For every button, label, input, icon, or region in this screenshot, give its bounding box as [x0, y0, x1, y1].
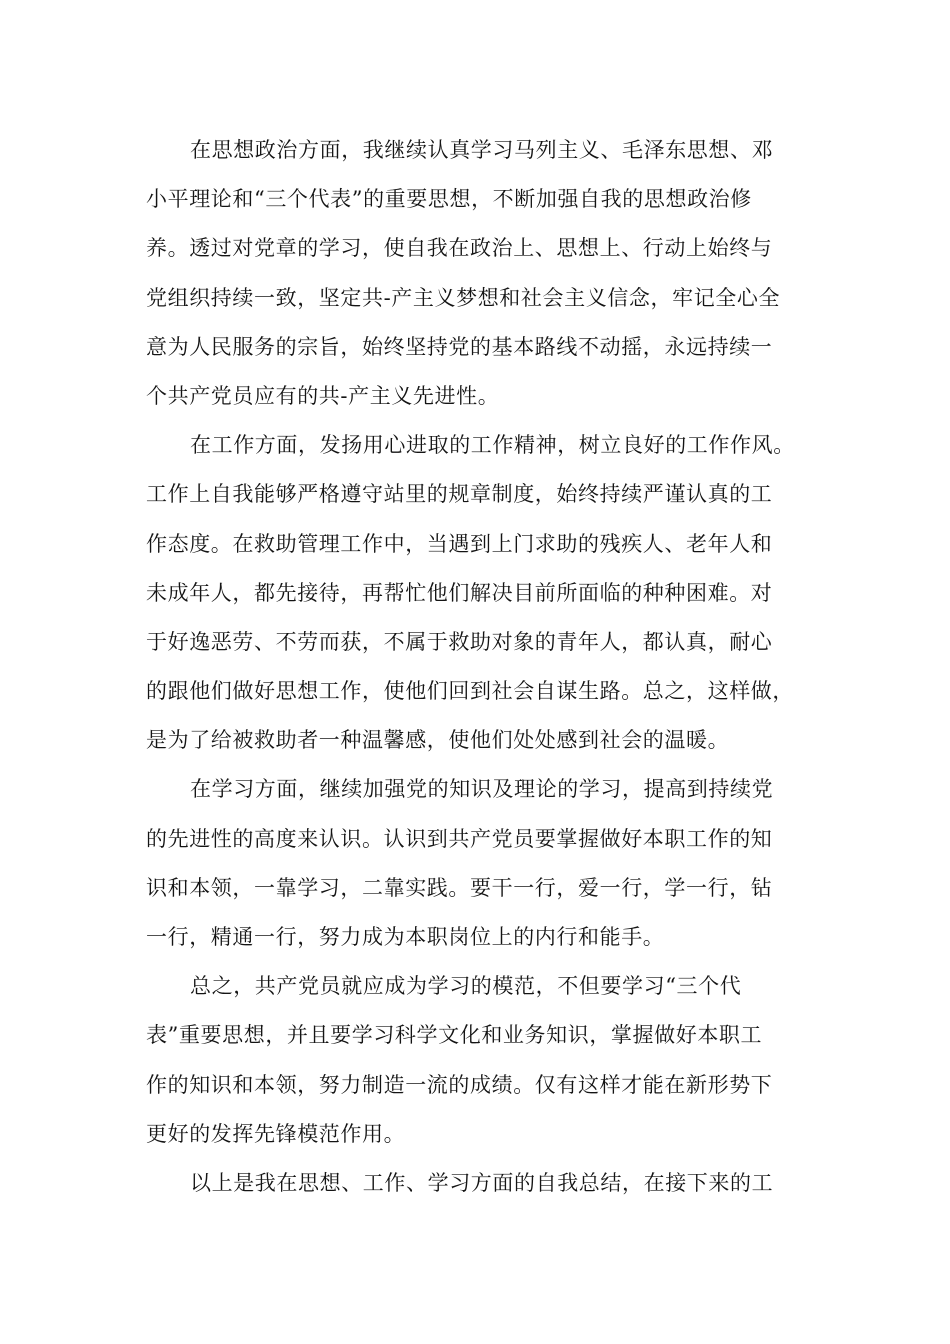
paragraph-line: 未成年人，都先接待，再帮忙他们解决目前所面临的种种困难。对	[146, 580, 773, 605]
paragraph-line: 一行，精通一行，努力成为本职岗位上的内行和能手。	[146, 925, 665, 949]
paragraph-line: 个共产党员应有的共-产主义先进性。	[146, 383, 500, 408]
paragraph-line: 表”重要思想，并且要学习科学文化和业务知识，掌握做好本职工	[146, 1023, 763, 1048]
paragraph-line: 党组织持续一致，坚定共-产主义梦想和社会主义信念，牢记全心全	[146, 285, 781, 310]
paragraph-line: 于好逸恶劳、不劳而获，不属于救助对象的青年人，都认真，耐心	[146, 629, 773, 654]
paragraph-line: 是为了给被救助者一种温馨感，使他们处处感到社会的温暖。	[146, 728, 730, 753]
paragraph-line: 作态度。在救助管理工作中，当遇到上门求助的残疾人、老年人和	[146, 531, 773, 556]
paragraph-line: 养。透过对党章的学习，使自我在政治上、思想上、行动上始终与	[146, 236, 773, 261]
paragraph-first-line: 总之，共产党员就应成为学习的模范，不但要学习“三个代	[190, 974, 742, 999]
paragraph-line: 识和本领，一靠学习，二靠实践。要干一行，爱一行，学一行，钻	[146, 875, 773, 900]
document-body	[146, 126, 826, 1208]
paragraph-line: 的跟他们做好思想工作，使他们回到社会自谋生路。总之，这样做，	[146, 679, 794, 704]
paragraph-first-line: 在工作方面，发扬用心进取的工作精神，树立良好的工作作风。	[190, 433, 795, 458]
paragraph-line: 小平理论和“三个代表”的重要思想，不断加强自我的思想政治修	[146, 187, 752, 212]
paragraph-line: 的先进性的高度来认识。认识到共产党员要掌握做好本职工作的知	[146, 826, 773, 851]
paragraph-line: 工作上自我能够严格遵守站里的规章制度，始终持续严谨认真的工	[146, 482, 773, 507]
paragraph-first-line: 在学习方面，继续加强党的知识及理论的学习，提高到持续党	[190, 777, 774, 802]
paragraph-line: 作的知识和本领，努力制造一流的成绩。仅有这样才能在新形势下	[146, 1072, 773, 1097]
paragraph-line: 更好的发挥先锋模范作用。	[146, 1121, 406, 1146]
paragraph-first-line: 以上是我在思想、工作、学习方面的自我总结，在接下来的工	[190, 1170, 774, 1195]
paragraph-first-line: 在思想政治方面，我继续认真学习马列主义、毛泽东思想、邓	[190, 138, 774, 162]
paragraph-line: 意为人民服务的宗旨，始终坚持党的基本路线不动摇，永远持续一	[146, 334, 773, 359]
